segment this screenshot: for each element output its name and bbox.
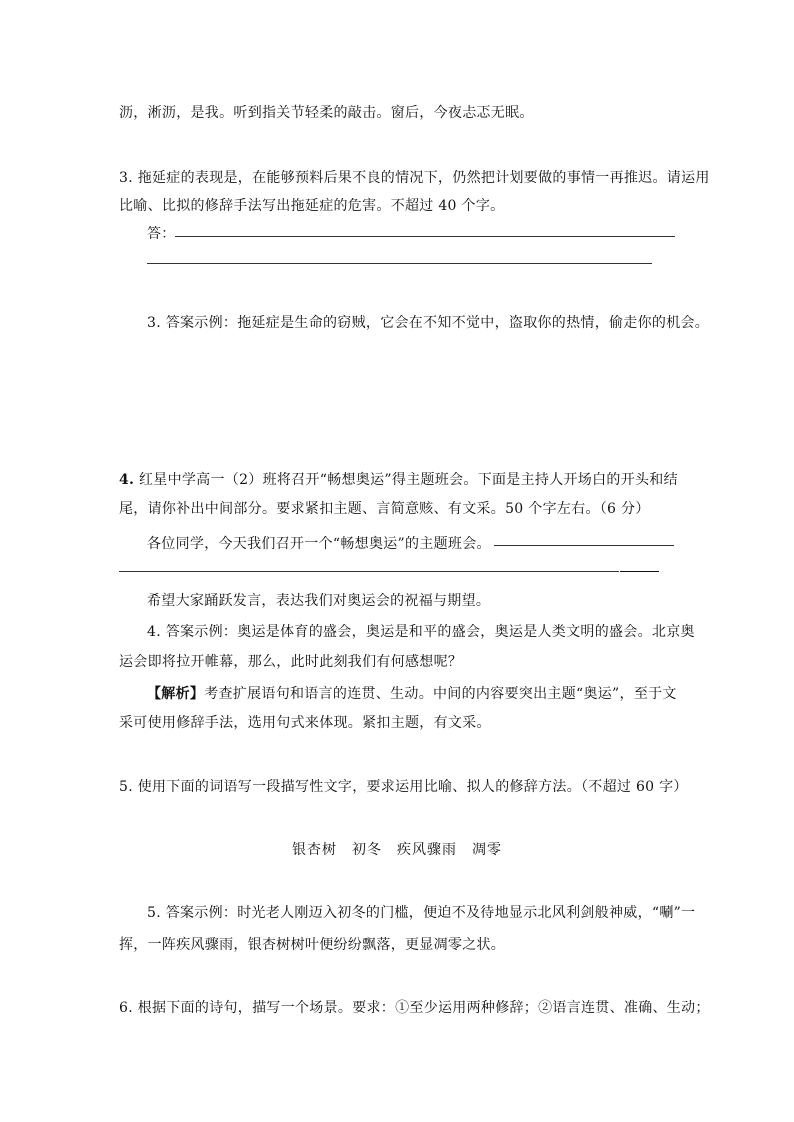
question-4-example-line-2: 运会即将拉开帷幕，那么，此时此刻我们有何感想呢？ [119,654,463,670]
question-5-word-list: 银杏树 初冬 疾风骤雨 凋零 [292,842,502,858]
question-4-analysis-line-1 [147,684,677,704]
question-4-line-2: 尾，请你补出中间部分。要求紧扣主题、言简意赅、有文采。50 个字左右。（6 分） [119,501,650,517]
question-5-example-line-2: 挥，一阵疾风骤雨，银杏树树叶便纷纷飘落，更显凋零之状。 [119,937,506,953]
question-4-closing: 希望大家踊跃发言，表达我们对奥运会的祝福与期望。 [147,593,491,609]
question-4-analysis-line-2: 采可使用修辞手法，选用句式来体现。紧扣主题，有文采。 [119,715,491,731]
text-line: 沥，淅沥，是我。听到指关节轻柔的敲击。窗后，今夜忐忑无眠。 [119,105,534,121]
fill-in-underline [119,571,619,572]
question-5: 5. 使用下面的词语写一段描写性文字，要求运用比喻、拟人的修辞方法。（不超过 60 字） [119,779,688,795]
question-3-example-answer: 3. 答案示例：拖延症是生命的窃贼，它会在不知不觉中，盗取你的热情，偷走你的机会。 [147,315,710,331]
question-4-opening: 各位同学，今天我们召开一个“畅想奥运”的主题班会。 [147,536,491,552]
question-5-example-line-1: 5. 答案示例：时光老人刚迈入初冬的门槛，便迫不及待地显示北风利剑般神威，“唰”一 [147,905,696,921]
question-6: 6. 根据下面的诗句，描写一个场景。要求：①至少运用两种修辞；②语言连贯、准确、生动； [119,1000,710,1016]
answer-underline [147,263,652,264]
question-3-line-2: 比喻、比拟的修辞手法写出拖延症的危害。不超过 40 个字。 [119,198,505,214]
question-4-line-1 [119,470,678,490]
question-4-example-line-1: 4. 答案示例：奥运是体育的盛会，奥运是和平的盛会，奥运是人类文明的盛会。北京奥 [147,624,695,640]
answer-underline [175,236,675,237]
fill-in-underline [620,571,659,572]
question-4-text: 红星中学高一（2）班将召开“畅想奥运”得主题班会。下面是主持人开场白的开头和结 [134,472,678,488]
question-4-number: 4. [119,472,135,488]
fill-in-underline [494,545,674,546]
question-3-line-1: 3. 拖延症的表现是，在能够预料后果不良的情况下，仍然把计划要做的事情一再推迟。请运用 [119,170,710,186]
analysis-tag: 【解析】 [147,686,205,702]
answer-label: 答： [147,226,176,242]
analysis-text: 考查扩展语句和语言的连贯、生动。中间的内容要突出主题“奥运”，至于文 [204,686,677,702]
